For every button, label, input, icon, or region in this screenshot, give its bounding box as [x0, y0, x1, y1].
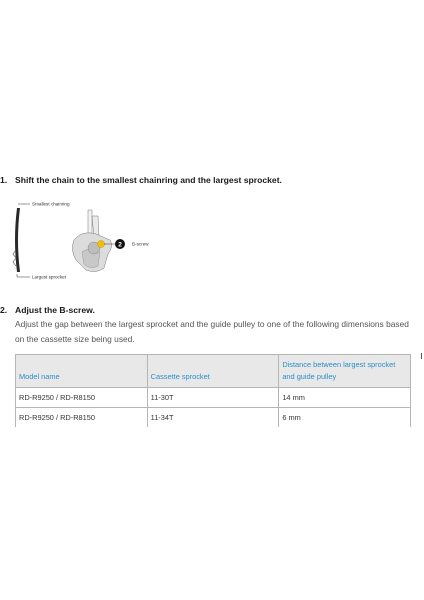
step-1-heading	[0, 175, 282, 185]
largest-sprocket-label: Largest sprocket	[32, 274, 66, 280]
cell-distance: 14 mm	[279, 388, 411, 408]
spec-table	[15, 354, 411, 427]
table-row	[16, 408, 411, 428]
scroll-edge-mark	[421, 353, 422, 359]
callout-number: 2	[118, 241, 122, 249]
step-2-title: Adjust the B-screw.	[15, 305, 95, 315]
col-header-distance: Distance between largest sprocket and guide pulley	[279, 355, 411, 388]
cell-model: RD-R9250 / RD-R8150	[16, 408, 148, 428]
derailleur-diagram	[12, 196, 162, 284]
smallest-chainring-label: Smallest chainring	[32, 201, 70, 207]
col-header-model: Model name	[16, 355, 148, 388]
b-screw-label: B-screw	[132, 241, 149, 247]
cell-cassette: 11-30T	[147, 388, 279, 408]
step-1-title: Shift the chain to the smallest chainring and the largest sprocket.	[15, 175, 282, 185]
derailleur-hanger	[88, 210, 92, 234]
step-2-number: 2.	[0, 305, 8, 315]
b-screw-highlight	[98, 241, 105, 248]
cell-cassette: 11-34T	[147, 408, 279, 428]
cell-distance: 6 mm	[279, 408, 411, 428]
step-2-description: Adjust the gap between the largest sprocket and the guide pulley to one of the following dimensions based on the cassette size being used.	[15, 319, 409, 344]
table-header-row	[16, 355, 411, 388]
step-2-heading	[0, 305, 95, 315]
chainring-shape	[15, 208, 20, 272]
step-1-number: 1.	[0, 175, 8, 185]
cell-model: RD-R9250 / RD-R8150	[16, 388, 148, 408]
table-row	[16, 388, 411, 408]
col-header-cassette: Cassette sprocket	[147, 355, 279, 388]
